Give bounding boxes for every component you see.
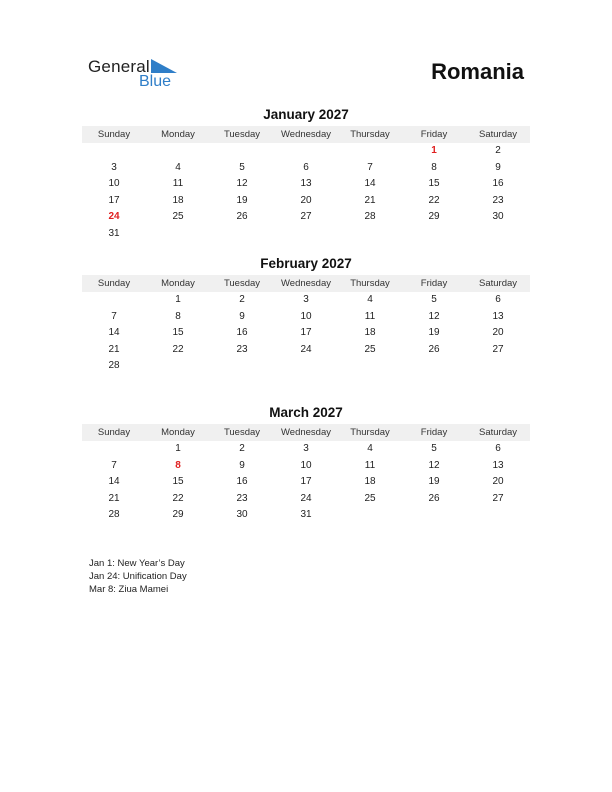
week-row — [82, 358, 530, 375]
month-january — [82, 106, 530, 243]
logo-word-blue: Blue — [139, 73, 172, 90]
week-row — [82, 193, 530, 210]
month-march — [82, 404, 530, 524]
brand-logo — [88, 56, 188, 92]
holiday-note: Jan 1: New Year’s Day — [89, 558, 185, 569]
day-cell: 1 — [175, 294, 181, 305]
day-cell: 23 — [236, 343, 248, 355]
day-cell: 4 — [175, 161, 181, 173]
day-cell: 15 — [172, 327, 184, 339]
logo-word-general: General — [88, 57, 150, 76]
day-cell: 25 — [364, 492, 376, 504]
weekday-label: Monday — [161, 278, 195, 289]
weekday-label: Tuesday — [223, 427, 261, 438]
empty-day-cell — [338, 143, 402, 160]
empty-day-cell — [82, 143, 146, 160]
weekday-label: Friday — [420, 278, 448, 289]
day-cell: 18 — [364, 476, 376, 488]
day-cell: 24 — [300, 492, 312, 504]
empty-day-cell — [210, 358, 274, 375]
week-row — [82, 176, 530, 193]
weekday-label: Thursday — [350, 427, 390, 438]
week-row — [82, 226, 530, 243]
day-cell: 1 — [175, 443, 181, 454]
day-cell: 19 — [236, 194, 248, 206]
weekday-label: Sunday — [97, 278, 131, 289]
weekday-label: Sunday — [97, 427, 131, 438]
day-cell: 2 — [239, 294, 245, 305]
empty-day-cell — [466, 507, 530, 524]
day-cell: 20 — [300, 194, 312, 206]
day-cell: 27 — [492, 343, 504, 355]
day-cell: 15 — [172, 476, 184, 488]
weekday-label: Saturday — [478, 129, 518, 140]
day-cell: 12 — [428, 459, 440, 471]
day-cell: 3 — [303, 294, 309, 305]
weekday-label: Saturday — [478, 278, 518, 289]
day-cell: 9 — [495, 161, 501, 173]
day-cell: 29 — [172, 509, 184, 521]
empty-day-cell — [402, 358, 466, 375]
day-cell: 25 — [364, 343, 376, 355]
day-cell: 2 — [495, 145, 501, 156]
holiday-notes — [89, 557, 187, 596]
day-cell: 14 — [108, 327, 120, 339]
day-cell: 26 — [428, 492, 440, 504]
week-row — [82, 474, 530, 491]
empty-day-cell — [146, 358, 210, 375]
day-cell: 13 — [492, 310, 504, 322]
day-cell: 11 — [364, 310, 376, 322]
week-grid — [82, 143, 530, 243]
weekday-label: Monday — [161, 129, 195, 140]
day-cell: 6 — [495, 294, 501, 305]
day-cell: 14 — [108, 476, 120, 488]
weekday-header — [82, 275, 530, 292]
empty-day-cell — [82, 292, 146, 309]
month-title: March 2027 — [269, 405, 343, 420]
holiday-note: Mar 8: Ziua Mamei — [89, 584, 169, 595]
day-cell: 31 — [108, 227, 120, 239]
day-cell: 13 — [300, 178, 312, 190]
day-cell: 24 — [300, 343, 312, 355]
country-title: Romania — [431, 59, 524, 84]
weekday-label: Wednesday — [281, 278, 331, 289]
weekday-label: Friday — [420, 129, 448, 140]
day-cell: 30 — [492, 211, 504, 223]
empty-day-cell — [402, 507, 466, 524]
logo-triangle-icon — [151, 59, 177, 73]
day-cell: 8 — [431, 161, 437, 173]
day-cell: 5 — [431, 443, 437, 454]
day-cell: 19 — [428, 327, 440, 339]
empty-day-cell — [146, 143, 210, 160]
day-cell: 17 — [300, 476, 312, 488]
day-cell: 11 — [364, 459, 376, 471]
day-cell: 7 — [367, 161, 373, 173]
day-cell: 6 — [303, 161, 309, 173]
holiday-note: Jan 24: Unification Day — [89, 571, 187, 582]
weekday-label: Thursday — [350, 129, 390, 140]
day-cell: 29 — [428, 211, 440, 223]
week-row — [82, 342, 530, 359]
holiday-day-cell: 24 — [108, 211, 120, 223]
day-cell: 21 — [108, 492, 120, 504]
month-title: January 2027 — [263, 107, 349, 122]
day-cell: 10 — [300, 459, 312, 471]
day-cell: 23 — [236, 492, 248, 504]
day-cell: 16 — [492, 178, 504, 190]
day-cell: 21 — [108, 343, 120, 355]
day-cell: 31 — [300, 509, 312, 521]
weekday-label: Monday — [161, 427, 195, 438]
empty-day-cell — [466, 226, 530, 243]
day-cell: 23 — [492, 194, 504, 206]
week-row — [82, 209, 530, 226]
week-row — [82, 441, 530, 458]
day-cell: 20 — [492, 476, 504, 488]
day-cell: 18 — [364, 327, 376, 339]
day-cell: 22 — [428, 194, 440, 206]
day-cell: 14 — [364, 178, 376, 190]
empty-day-cell — [146, 226, 210, 243]
empty-day-cell — [402, 226, 466, 243]
month-title: February 2027 — [260, 256, 352, 271]
day-cell: 17 — [300, 327, 312, 339]
day-cell: 27 — [300, 211, 312, 223]
empty-day-cell — [274, 358, 338, 375]
day-cell: 2 — [239, 443, 245, 454]
day-cell: 19 — [428, 476, 440, 488]
week-grid — [82, 292, 530, 375]
empty-day-cell — [338, 507, 402, 524]
day-cell: 28 — [108, 509, 120, 521]
day-cell: 16 — [236, 327, 248, 339]
week-row — [82, 292, 530, 309]
holiday-day-cell: 1 — [431, 145, 437, 156]
day-cell: 4 — [367, 443, 373, 454]
weekday-label: Tuesday — [223, 278, 261, 289]
day-cell: 13 — [492, 459, 504, 471]
day-cell: 3 — [303, 443, 309, 454]
day-cell: 27 — [492, 492, 504, 504]
empty-day-cell — [466, 358, 530, 375]
day-cell: 5 — [431, 294, 437, 305]
day-cell: 20 — [492, 327, 504, 339]
day-cell: 5 — [239, 161, 245, 173]
day-cell: 12 — [236, 178, 248, 190]
day-cell: 25 — [172, 211, 184, 223]
day-cell: 4 — [367, 294, 373, 305]
weekday-label: Thursday — [350, 278, 390, 289]
week-row — [82, 458, 530, 475]
day-cell: 3 — [111, 161, 117, 173]
day-cell: 16 — [236, 476, 248, 488]
day-cell: 30 — [236, 509, 248, 521]
day-cell: 7 — [111, 310, 117, 322]
day-cell: 22 — [172, 343, 184, 355]
week-grid — [82, 441, 530, 524]
weekday-label: Friday — [420, 427, 448, 438]
day-cell: 28 — [108, 360, 120, 372]
empty-day-cell — [274, 143, 338, 160]
weekday-label: Wednesday — [281, 129, 331, 140]
weekday-label: Wednesday — [281, 427, 331, 438]
day-cell: 22 — [172, 492, 184, 504]
empty-day-cell — [210, 226, 274, 243]
weekday-header — [82, 424, 530, 441]
day-cell: 10 — [300, 310, 312, 322]
day-cell: 7 — [111, 459, 117, 471]
weekday-label: Tuesday — [223, 129, 261, 140]
day-cell: 11 — [172, 178, 184, 190]
weekday-header — [82, 126, 530, 143]
day-cell: 18 — [172, 194, 184, 206]
weekday-label: Saturday — [478, 427, 518, 438]
day-cell: 21 — [364, 194, 376, 206]
week-row — [82, 143, 530, 160]
weekday-label: Sunday — [97, 129, 131, 140]
day-cell: 17 — [108, 194, 120, 206]
empty-day-cell — [210, 143, 274, 160]
day-cell: 26 — [236, 211, 248, 223]
day-cell: 12 — [428, 310, 440, 322]
week-row — [82, 160, 530, 177]
holiday-day-cell: 8 — [175, 459, 181, 471]
empty-day-cell — [82, 441, 146, 458]
empty-day-cell — [274, 226, 338, 243]
week-row — [82, 309, 530, 326]
empty-day-cell — [338, 358, 402, 375]
day-cell: 28 — [364, 211, 376, 223]
week-row — [82, 491, 530, 508]
day-cell: 9 — [239, 459, 245, 471]
day-cell: 6 — [495, 443, 501, 454]
week-row — [82, 325, 530, 342]
day-cell: 15 — [428, 178, 440, 190]
empty-day-cell — [338, 226, 402, 243]
month-february — [82, 255, 530, 375]
day-cell: 8 — [175, 310, 181, 322]
day-cell: 10 — [108, 178, 120, 190]
day-cell: 9 — [239, 310, 245, 322]
week-row — [82, 507, 530, 524]
day-cell: 26 — [428, 343, 440, 355]
